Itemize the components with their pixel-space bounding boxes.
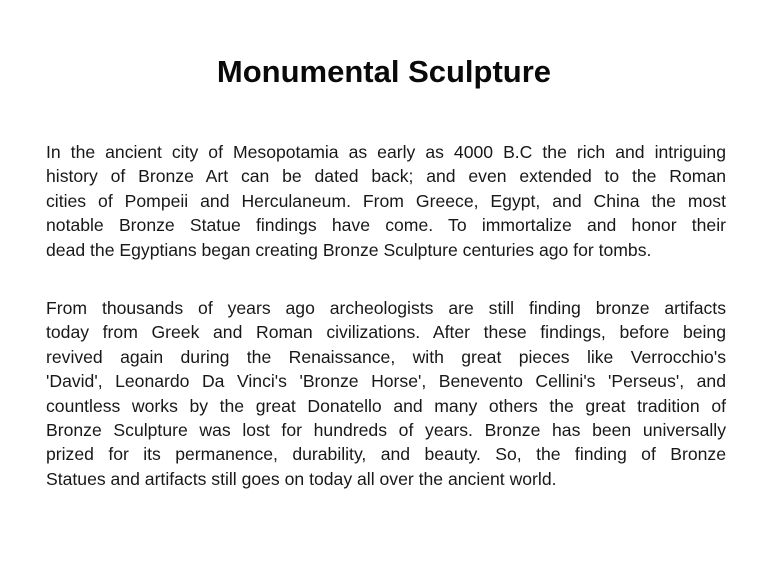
paragraph-1 <box>46 140 726 262</box>
paragraph-line: revived again during the Renaissance, with great pieces like Verrocchio's <box>46 346 726 367</box>
paragraph-line: dead the Egyptians began creating Bronze Sculpture centuries ago for tombs. <box>46 239 652 260</box>
slide-title: Monumental Sculpture <box>216 54 552 89</box>
paragraph-2 <box>46 296 726 491</box>
paragraph-line: today from Greek and Roman civilizations. After these findings, before being <box>46 322 726 343</box>
paragraph-line: cities of Pompeii and Herculaneum. From Greece, Egypt, and China the most <box>46 190 726 211</box>
paragraph-line: history of Bronze Art can be dated back; and even extended to the Roman <box>46 166 726 187</box>
paragraph-line: 'David', Leonardo Da Vinci's 'Bronze Horse', Benevento Cellini's 'Perseus', and <box>46 371 726 392</box>
paragraph-line: countless works by the great Donatello and many others the great tradition of <box>46 395 726 416</box>
paragraph-line: notable Bronze Statue findings have come. To immortalize and honor their <box>46 215 726 236</box>
paragraph-line: Bronze Sculpture was lost for hundreds of years. Bronze has been universally <box>46 419 726 440</box>
paragraph-line: Statues and artifacts still goes on today all over the ancient world. <box>46 468 557 489</box>
paragraph-line: In the ancient city of Mesopotamia as early as 4000 B.C the rich and intriguing <box>46 142 726 162</box>
paragraph-line: From thousands of years ago archeologists are still finding bronze artifacts <box>46 298 726 318</box>
paragraph-line: prized for its permanence, durability, and beauty. So, the finding of Bronze <box>46 444 726 465</box>
